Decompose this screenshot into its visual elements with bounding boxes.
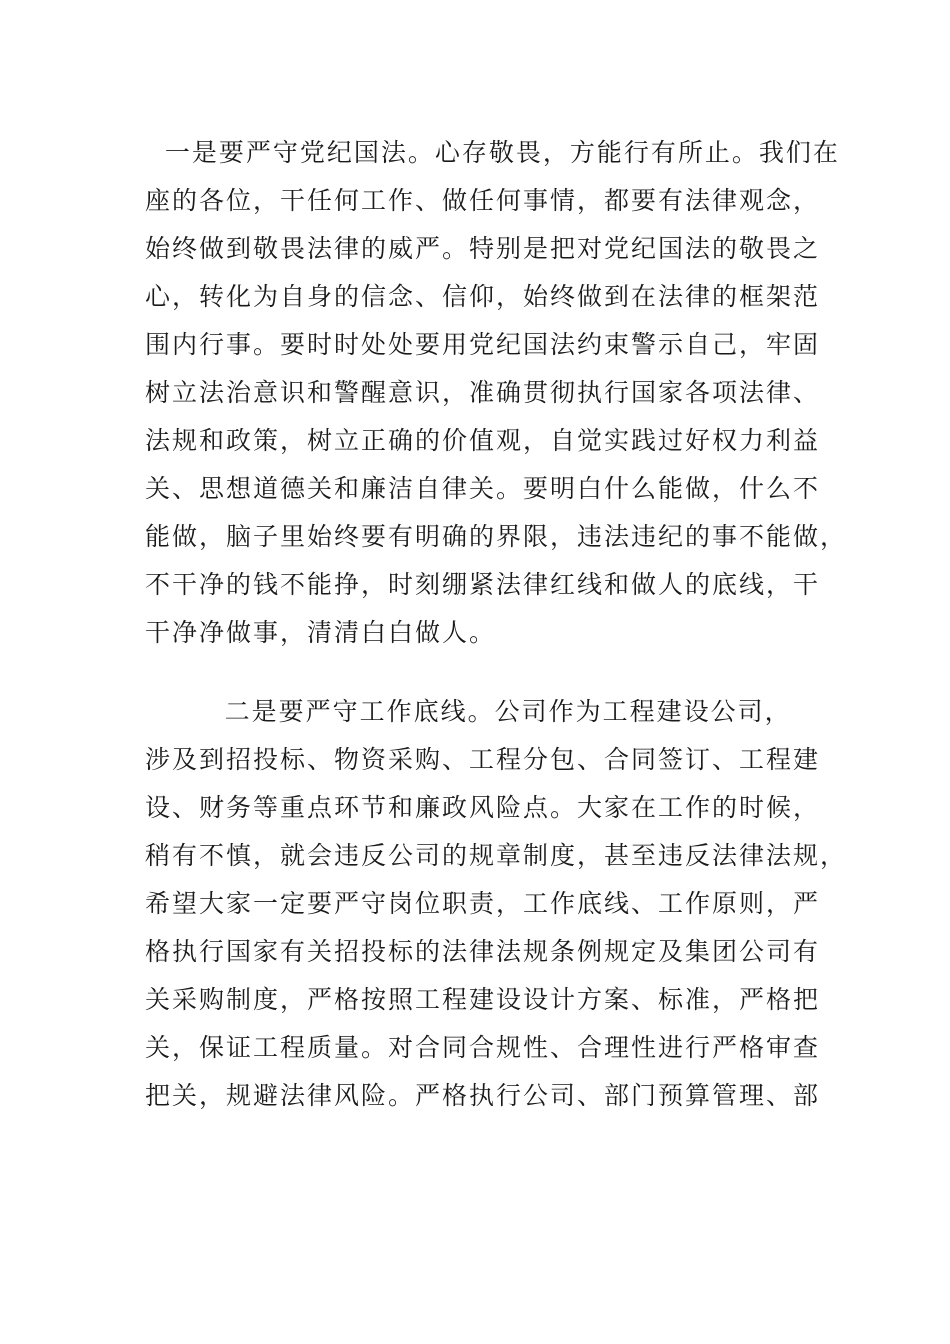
text-line: 关、思想道德关和廉洁自律关。要明白什么能做，什么不 [145,474,821,503]
text-line: 关采购制度，严格按照工程建设设计方案、标准，严格把 [145,985,821,1014]
text-line: 希望大家一定要严守岗位职责，工作底线、工作原则，严 [145,889,821,918]
text-line: 能做，脑子里始终要有明确的界限，违法违纪的事不能做， [145,522,848,551]
text-line: 把关，规避法律风险。严格执行公司、部门预算管理、部 [145,1081,821,1110]
text-line: 干净净做事，清清白白做人。 [145,618,497,647]
text-line: 始终做到敬畏法律的威严。特别是把对党纪国法的敬畏之 [145,234,821,263]
paragraph-party-discipline [145,129,848,657]
text-line: 心，转化为自身的信念、信仰，始终做到在法律的框架范 [145,282,821,311]
text-line: 设、财务等重点环节和廉政风险点。大家在工作的时候， [145,793,821,822]
text-line: 法规和政策，树立正确的价值观，自觉实践过好权力利益 [145,426,821,455]
text-line: 不干净的钱不能挣，时刻绷紧法律红线和做人的底线，干 [145,570,821,599]
text-line: 涉及到招投标、物资采购、工程分包、合同签订、工程建 [145,745,821,774]
text-line: 围内行事。要时时处处要用党纪国法约束警示自己，牢固 [145,330,821,359]
text-line: 关，保证工程质量。对合同合规性、合理性进行严格审查 [145,1033,821,1062]
text-line: 格执行国家有关招投标的法律法规条例规定及集团公司有 [145,937,821,966]
text-line: 稍有不慎，就会违反公司的规章制度，甚至违反法律法规， [145,841,848,870]
text-line: 二是要严守工作底线。公司作为工程建设公司， [145,697,792,726]
text-line: 座的各位，干任何工作、做任何事情，都要有法律观念， [145,186,821,215]
text-line: 树立法治意识和警醒意识，准确贯彻执行国家各项法律、 [145,378,821,407]
text-line: 一是要严守党纪国法。心存敬畏，方能行有所止。我们在 [145,138,840,167]
paragraph-work-bottom-line [145,688,848,1120]
